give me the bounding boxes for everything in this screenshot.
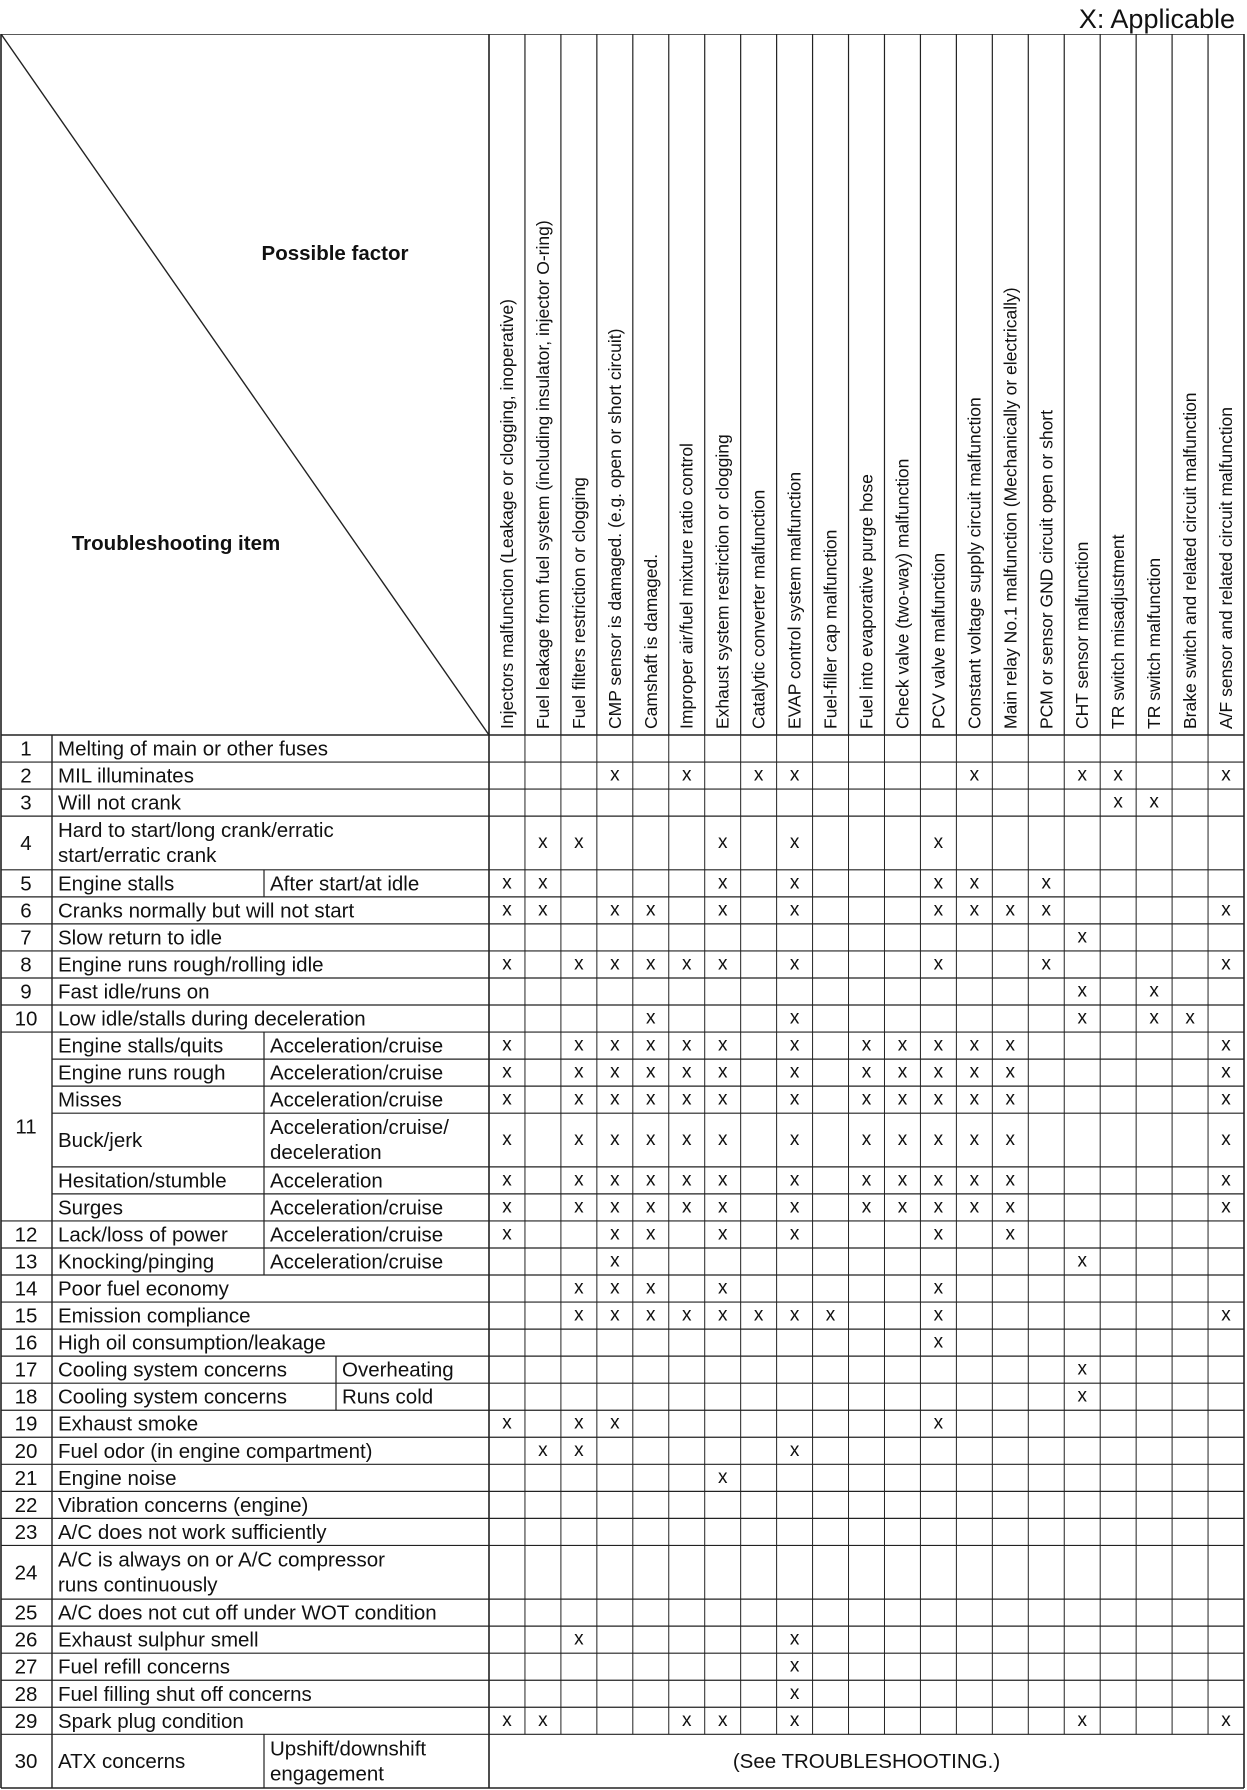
row-number: 22 <box>14 1493 38 1517</box>
applicable-mark: x <box>1113 791 1123 813</box>
applicable-mark: x <box>538 899 548 921</box>
applicable-mark: x <box>933 1412 944 1434</box>
applicable-mark: x <box>789 872 800 894</box>
applicable-mark: x <box>789 1034 800 1056</box>
applicable-mark: x <box>789 1709 800 1731</box>
applicable-mark: x <box>717 1129 728 1151</box>
applicable-mark: x <box>717 872 728 894</box>
applicable-mark: x <box>574 1061 584 1083</box>
applicable-mark: x <box>502 953 512 975</box>
condition-text: Acceleration <box>270 1169 383 1193</box>
row-number: 14 <box>14 1277 38 1301</box>
applicable-mark: x <box>933 1088 944 1110</box>
applicable-mark: x <box>1149 791 1159 813</box>
factor-column-header: Fuel filters restriction or clogging <box>568 477 589 729</box>
troubleshooting-item-text: Lack/loss of power <box>58 1223 228 1247</box>
troubleshooting-item-text: Fast idle/runs on <box>58 980 210 1004</box>
applicable-mark: x <box>1077 1250 1087 1272</box>
troubleshooting-item-text: runs continuously <box>58 1573 218 1597</box>
troubleshooting-item-text: Engine stalls/quits <box>58 1034 224 1058</box>
troubleshooting-item-text: Knocking/pinging <box>58 1250 215 1274</box>
applicable-mark: x <box>681 1304 692 1326</box>
row-number: 7 <box>20 926 32 950</box>
row-number: 28 <box>14 1682 38 1706</box>
row-number: 19 <box>14 1412 38 1436</box>
applicable-mark: x <box>610 1061 620 1083</box>
applicable-mark: x <box>1221 1129 1231 1151</box>
troubleshooting-item-text: Exhaust smoke <box>58 1412 199 1436</box>
applicable-mark: x <box>789 953 800 975</box>
troubleshooting-item-text: Buck/jerk <box>58 1129 143 1153</box>
troubleshooting-item-text: Hesitation/stumble <box>58 1169 227 1193</box>
applicable-mark: x <box>1077 764 1087 786</box>
applicable-mark: x <box>717 953 728 975</box>
applicable-mark: x <box>789 1088 800 1110</box>
applicable-mark: x <box>717 831 728 853</box>
applicable-mark: x <box>1077 1709 1087 1731</box>
applicable-mark: x <box>646 899 656 921</box>
applicable-mark: x <box>1005 1088 1016 1110</box>
applicable-mark: x <box>646 1034 656 1056</box>
factor-column-header: Check valve (two-way) malfunction <box>892 458 913 729</box>
row-number: 4 <box>20 831 32 855</box>
applicable-mark: x <box>502 1169 512 1191</box>
applicable-mark: x <box>969 1169 980 1191</box>
applicable-mark: x <box>502 1129 512 1151</box>
applicable-mark: x <box>789 1061 800 1083</box>
factor-column-header: Brake switch and related circuit malfunction <box>1180 392 1201 729</box>
applicable-mark: x <box>789 1223 800 1245</box>
factor-column-header: Fuel into evaporative purge hose <box>856 474 877 729</box>
factor-column-header: PCM or sensor GND circuit open or short <box>1036 410 1057 729</box>
condition-text: Acceleration/cruise <box>270 1223 444 1247</box>
factor-column-header: PCV valve malfunction <box>928 552 949 729</box>
troubleshooting-item-text: Surges <box>58 1196 123 1220</box>
grid-line <box>1 34 489 735</box>
applicable-mark: x <box>646 1223 656 1245</box>
applicable-mark: x <box>1041 872 1052 894</box>
factor-column-header: Fuel-filler cap malfunction <box>820 529 841 729</box>
applicable-mark: x <box>538 831 548 853</box>
row-number: 26 <box>14 1628 38 1652</box>
applicable-mark: x <box>502 899 512 921</box>
applicable-mark: x <box>574 953 584 975</box>
applicable-mark: x <box>574 1439 584 1461</box>
applicable-mark: x <box>1077 926 1087 948</box>
row-number: 11 <box>15 1115 37 1139</box>
factor-column-header: EVAP control system malfunction <box>784 471 805 729</box>
applicable-mark: x <box>646 1007 656 1029</box>
applicable-mark: x <box>789 1007 800 1029</box>
troubleshooting-item-text: Emission compliance <box>58 1304 251 1328</box>
factor-column-header: TR switch malfunction <box>1144 557 1165 729</box>
applicable-mark: x <box>717 1196 728 1218</box>
applicable-mark: x <box>681 1088 692 1110</box>
possible-factor-label: Possible factor <box>261 242 409 265</box>
applicable-mark: x <box>681 1709 692 1731</box>
applicable-mark: x <box>1149 1007 1159 1029</box>
applicable-mark: x <box>897 1034 908 1056</box>
applicable-mark: x <box>789 1682 800 1704</box>
applicable-mark: x <box>681 1169 692 1191</box>
applicable-mark: x <box>897 1061 908 1083</box>
applicable-mark: x <box>646 1129 656 1151</box>
applicable-mark: x <box>789 764 800 786</box>
row-number: 5 <box>20 872 32 896</box>
applicable-mark: x <box>861 1196 872 1218</box>
row-number: 25 <box>14 1601 38 1625</box>
applicable-mark: x <box>574 1628 584 1650</box>
applicable-mark: x <box>789 899 800 921</box>
troubleshooting-item-label: Troubleshooting item <box>71 532 281 555</box>
applicable-mark: x <box>1149 980 1159 1002</box>
troubleshooting-item-text: Fuel odor (in engine compartment) <box>58 1439 373 1463</box>
row-number: 29 <box>14 1709 38 1733</box>
troubleshooting-item-text: Poor fuel economy <box>58 1277 229 1301</box>
applicable-mark: x <box>610 1196 620 1218</box>
applicable-mark: x <box>574 1277 584 1299</box>
applicable-mark: x <box>897 1169 908 1191</box>
factor-column-header: Main relay No.1 malfunction (Mechanically or electrically) <box>1000 287 1021 729</box>
applicable-mark: x <box>1113 764 1123 786</box>
applicable-mark: x <box>789 1129 800 1151</box>
troubleshooting-item-text: Cooling system concerns <box>58 1358 288 1382</box>
applicable-mark: x <box>933 1169 944 1191</box>
applicable-mark: x <box>933 831 944 853</box>
applicable-mark: x <box>646 1304 656 1326</box>
applicable-mark: x <box>1005 1223 1016 1245</box>
applicable-mark: x <box>897 1088 908 1110</box>
troubleshooting-item-text: Melting of main or other fuses <box>58 737 329 761</box>
applicable-mark: x <box>610 1129 620 1151</box>
applicable-mark: x <box>538 872 548 894</box>
applicable-mark: x <box>574 1196 584 1218</box>
applicable-mark: x <box>717 899 728 921</box>
row-number: 15 <box>14 1304 38 1328</box>
troubleshooting-item-text: Engine stalls <box>58 872 175 896</box>
applicable-mark: x <box>681 764 692 786</box>
applicable-mark: x <box>789 1196 800 1218</box>
troubleshooting-item-text: Cooling system concerns <box>58 1385 288 1409</box>
applicable-mark: x <box>646 953 656 975</box>
troubleshooting-item-text: Slow return to idle <box>58 926 223 950</box>
applicable-mark: x <box>717 1061 728 1083</box>
troubleshooting-item-text: Engine noise <box>58 1466 177 1490</box>
troubleshooting-item-text: Engine runs rough <box>58 1061 226 1085</box>
applicable-mark: x <box>502 1061 512 1083</box>
troubleshooting-item-text: Fuel filling shut off concerns <box>58 1682 312 1706</box>
applicable-mark: x <box>681 953 692 975</box>
applicable-mark: x <box>610 1034 620 1056</box>
applicable-mark: x <box>717 1169 728 1191</box>
applicable-mark: x <box>610 899 620 921</box>
applicable-mark: x <box>717 1088 728 1110</box>
applicable-mark: x <box>1005 1169 1016 1191</box>
applicable-mark: x <box>861 1034 872 1056</box>
applicable-mark: x <box>610 1169 620 1191</box>
applicable-mark: x <box>1041 953 1052 975</box>
applicable-mark: x <box>1005 1034 1016 1056</box>
applicable-mark: x <box>681 1196 692 1218</box>
applicable-mark: x <box>789 831 800 853</box>
applicable-mark: x <box>969 1061 980 1083</box>
factor-column-header: Injectors malfunction (Leakage or clogging, inoperative) <box>496 299 517 729</box>
applicable-mark: x <box>861 1169 872 1191</box>
applicable-mark: x <box>1005 1196 1016 1218</box>
applicable-mark: x <box>610 1412 620 1434</box>
applicable-mark: x <box>574 1412 584 1434</box>
applicable-mark: x <box>933 872 944 894</box>
applicable-mark: x <box>1221 1196 1231 1218</box>
applicable-mark: x <box>1005 1129 1016 1151</box>
troubleshooting-item-text: Vibration concerns (engine) <box>58 1493 309 1517</box>
applicable-mark: x <box>646 1196 656 1218</box>
row-number: 3 <box>20 791 32 815</box>
applicable-mark: x <box>574 831 584 853</box>
row-number: 2 <box>20 764 32 788</box>
troubleshooting-item-text: ATX concerns <box>58 1750 186 1774</box>
troubleshooting-item-text: A/C does not cut off under WOT condition <box>58 1601 437 1625</box>
legend: X: Applicable <box>1078 4 1235 34</box>
applicable-mark: x <box>789 1655 800 1677</box>
applicable-mark: x <box>1077 1007 1087 1029</box>
troubleshooting-item-text: Fuel refill concerns <box>58 1655 231 1679</box>
applicable-mark: x <box>753 764 764 786</box>
row-number: 1 <box>20 737 32 761</box>
factor-column-header: Constant voltage supply circuit malfunction <box>964 397 985 729</box>
condition-text: deceleration <box>270 1141 382 1165</box>
applicable-mark: x <box>933 1129 944 1151</box>
applicable-mark: x <box>969 1034 980 1056</box>
applicable-mark: x <box>502 1196 512 1218</box>
factor-column-header: Improper air/fuel mixture ratio control <box>676 443 697 729</box>
row-number: 20 <box>14 1439 38 1463</box>
applicable-mark: x <box>681 1034 692 1056</box>
applicable-mark: x <box>646 1088 656 1110</box>
row-number: 23 <box>14 1520 38 1544</box>
applicable-mark: x <box>861 1088 872 1110</box>
applicable-mark: x <box>538 1439 548 1461</box>
condition-text: Acceleration/cruise <box>270 1088 444 1112</box>
applicable-mark: x <box>1077 1358 1087 1380</box>
applicable-mark: x <box>1221 953 1231 975</box>
applicable-mark: x <box>789 1169 800 1191</box>
applicable-mark: x <box>610 764 620 786</box>
applicable-mark: x <box>933 953 944 975</box>
factor-column-header: Exhaust system restriction or clogging <box>712 434 733 729</box>
row-number: 16 <box>14 1331 38 1355</box>
troubleshooting-item-text: High oil consumption/leakage <box>58 1331 326 1355</box>
applicable-mark: x <box>969 899 980 921</box>
applicable-mark: x <box>717 1034 728 1056</box>
troubleshooting-item-text: A/C is always on or A/C compressor <box>58 1548 385 1572</box>
applicable-mark: x <box>969 764 980 786</box>
row-number: 17 <box>14 1358 38 1382</box>
applicable-mark: x <box>1221 899 1231 921</box>
troubleshooting-item-text: Misses <box>58 1088 122 1112</box>
applicable-mark: x <box>969 1129 980 1151</box>
factor-column-header: TR switch misadjustment <box>1108 534 1129 729</box>
applicable-mark: x <box>933 1331 944 1353</box>
applicable-mark: x <box>1077 980 1087 1002</box>
applicable-mark: x <box>1221 1061 1231 1083</box>
condition-text: Acceleration/cruise/ <box>270 1116 449 1140</box>
row-number: 9 <box>20 980 32 1004</box>
troubleshooting-item-text: Engine runs rough/rolling idle <box>58 953 324 977</box>
applicable-mark: x <box>789 1439 800 1461</box>
applicable-mark: x <box>969 872 980 894</box>
applicable-mark: x <box>502 1223 512 1245</box>
applicable-mark: x <box>681 1061 692 1083</box>
troubleshooting-item-text: Spark plug condition <box>58 1709 244 1733</box>
applicable-mark: x <box>933 1196 944 1218</box>
applicable-mark: x <box>789 1304 800 1326</box>
applicable-mark: x <box>610 1088 620 1110</box>
condition-text: After start/at idle <box>270 872 420 896</box>
condition-text: Acceleration/cruise <box>270 1250 444 1274</box>
see-troubleshooting-note: (See TROUBLESHOOTING.) <box>732 1750 1001 1774</box>
condition-text: Acceleration/cruise <box>270 1196 444 1220</box>
applicable-mark: x <box>1221 1088 1231 1110</box>
applicable-mark: x <box>897 1129 908 1151</box>
row-number: 6 <box>20 899 32 923</box>
applicable-mark: x <box>969 1196 980 1218</box>
troubleshooting-item-text: Exhaust sulphur smell <box>58 1628 259 1652</box>
applicable-mark: x <box>969 1088 980 1110</box>
condition-text: Acceleration/cruise <box>270 1061 444 1085</box>
troubleshooting-item-text: A/C does not work sufficiently <box>58 1520 327 1544</box>
condition-text: Overheating <box>342 1358 454 1382</box>
applicable-mark: x <box>717 1277 728 1299</box>
troubleshooting-item-text: Cranks normally but will not start <box>58 899 355 923</box>
applicable-mark: x <box>574 1088 584 1110</box>
factor-column-header: Catalytic converter malfunction <box>748 489 769 729</box>
applicable-mark: x <box>502 1709 512 1731</box>
applicable-mark: x <box>1221 1709 1231 1731</box>
factor-column-header: A/F sensor and related circuit malfunction <box>1216 407 1237 729</box>
applicable-mark: x <box>933 1034 944 1056</box>
applicable-mark: x <box>1221 1304 1231 1326</box>
applicable-mark: x <box>1005 899 1016 921</box>
applicable-mark: x <box>574 1169 584 1191</box>
row-number: 30 <box>14 1750 38 1774</box>
applicable-mark: x <box>753 1304 764 1326</box>
row-number: 27 <box>14 1655 38 1679</box>
applicable-mark: x <box>646 1169 656 1191</box>
troubleshooting-item-text: Hard to start/long crank/erratic <box>58 819 334 843</box>
applicable-mark: x <box>610 953 620 975</box>
applicable-mark: x <box>1005 1061 1016 1083</box>
condition-text: Upshift/downshift <box>270 1737 427 1761</box>
troubleshooting-matrix <box>0 34 1247 1790</box>
applicable-mark: x <box>574 1304 584 1326</box>
applicable-mark: x <box>646 1277 656 1299</box>
applicable-mark: x <box>610 1304 620 1326</box>
applicable-mark: x <box>1221 764 1231 786</box>
applicable-mark: x <box>502 1034 512 1056</box>
applicable-mark: x <box>717 1223 728 1245</box>
applicable-mark: x <box>789 1628 800 1650</box>
applicable-mark: x <box>1221 1034 1231 1056</box>
applicable-mark: x <box>1185 1007 1195 1029</box>
applicable-mark: x <box>538 1709 548 1731</box>
applicable-mark: x <box>933 1304 944 1326</box>
row-number: 12 <box>14 1223 38 1247</box>
row-number: 18 <box>14 1385 38 1409</box>
applicable-mark: x <box>1221 1169 1231 1191</box>
applicable-mark: x <box>610 1223 620 1245</box>
condition-text: engagement <box>270 1762 384 1786</box>
factor-column-header: CMP sensor is damaged. (e.g. open or short circuit) <box>604 328 625 729</box>
troubleshooting-item-text: start/erratic crank <box>58 844 217 868</box>
troubleshooting-item-text: Will not crank <box>58 791 182 815</box>
applicable-mark: x <box>646 1061 656 1083</box>
row-number: 13 <box>14 1250 38 1274</box>
applicable-mark: x <box>933 1277 944 1299</box>
applicable-mark: x <box>933 1223 944 1245</box>
troubleshooting-item-text: Low idle/stalls during deceleration <box>58 1007 366 1031</box>
factor-column-header: Fuel leakage from fuel system (including insulator, injector O-ring) <box>532 220 553 729</box>
applicable-mark: x <box>861 1061 872 1083</box>
applicable-mark: x <box>610 1277 620 1299</box>
applicable-mark: x <box>825 1304 836 1326</box>
applicable-mark: x <box>574 1034 584 1056</box>
applicable-mark: x <box>717 1709 728 1731</box>
factor-column-header: Camshaft is damaged. <box>640 553 661 729</box>
applicable-mark: x <box>717 1304 728 1326</box>
factor-column-header: CHT sensor malfunction <box>1072 541 1093 729</box>
applicable-mark: x <box>1041 899 1052 921</box>
row-number: 10 <box>14 1007 38 1031</box>
applicable-mark: x <box>610 1250 620 1272</box>
condition-text: Runs cold <box>342 1385 434 1409</box>
applicable-mark: x <box>933 899 944 921</box>
applicable-mark: x <box>933 1061 944 1083</box>
applicable-mark: x <box>897 1196 908 1218</box>
condition-text: Acceleration/cruise <box>270 1034 444 1058</box>
applicable-mark: x <box>681 1129 692 1151</box>
row-number: 8 <box>20 953 32 977</box>
troubleshooting-item-text: MIL illuminates <box>58 764 194 788</box>
applicable-mark: x <box>502 1412 512 1434</box>
applicable-mark: x <box>502 1088 512 1110</box>
applicable-mark: x <box>1077 1385 1087 1407</box>
row-number: 24 <box>14 1561 38 1585</box>
applicable-mark: x <box>502 872 512 894</box>
applicable-mark: x <box>574 1129 584 1151</box>
applicable-mark: x <box>861 1129 872 1151</box>
applicable-mark: x <box>717 1466 728 1488</box>
row-number: 21 <box>14 1466 38 1490</box>
